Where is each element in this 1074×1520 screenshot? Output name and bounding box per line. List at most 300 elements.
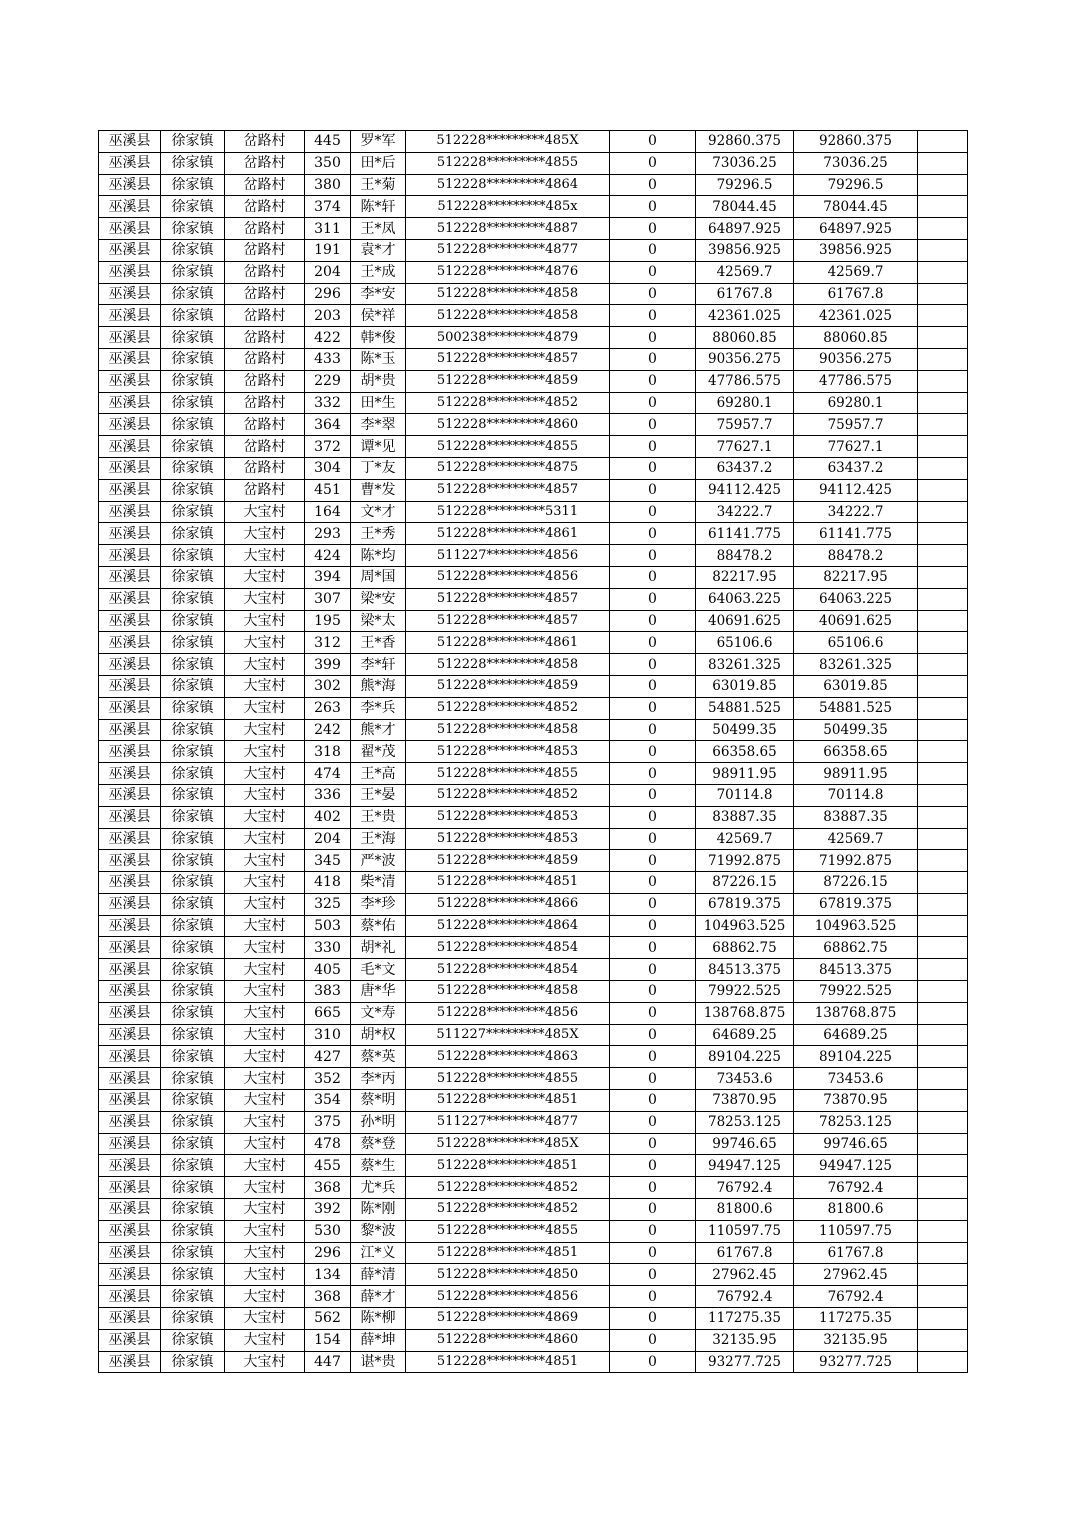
name-cell: 梁*安	[351, 588, 406, 610]
name-cell: 李*兵	[351, 697, 406, 719]
village-cell: 大宝村	[225, 1133, 305, 1155]
village-cell: 大宝村	[225, 937, 305, 959]
zero-cell: 0	[610, 1090, 696, 1112]
amount-cell: 61767.8	[696, 1242, 794, 1264]
county-cell: 巫溪县	[99, 1286, 161, 1308]
village-cell: 大宝村	[225, 1111, 305, 1133]
count-cell: 164	[305, 501, 351, 523]
amount-cell: 104963.525	[696, 915, 794, 937]
county-cell: 巫溪县	[99, 1068, 161, 1090]
total-cell: 71992.875	[794, 850, 918, 872]
extra-cell	[918, 1024, 968, 1046]
count-cell: 424	[305, 545, 351, 567]
table-row	[99, 305, 968, 327]
zero-cell: 0	[610, 501, 696, 523]
id-number-cell: 512228*********4855	[406, 436, 610, 458]
extra-cell	[918, 1002, 968, 1024]
amount-cell: 93277.725	[696, 1351, 794, 1373]
extra-cell	[918, 1220, 968, 1242]
village-cell: 大宝村	[225, 806, 305, 828]
town-cell: 徐家镇	[161, 784, 225, 806]
zero-cell: 0	[610, 588, 696, 610]
total-cell: 64897.925	[794, 218, 918, 240]
county-cell: 巫溪县	[99, 981, 161, 1003]
name-cell: 李*翠	[351, 414, 406, 436]
id-number-cell: 512228*********4853	[406, 806, 610, 828]
county-cell: 巫溪县	[99, 457, 161, 479]
table-row	[99, 239, 968, 261]
extra-cell	[918, 348, 968, 370]
town-cell: 徐家镇	[161, 675, 225, 697]
village-cell: 岔路村	[225, 348, 305, 370]
total-cell: 64063.225	[794, 588, 918, 610]
town-cell: 徐家镇	[161, 392, 225, 414]
extra-cell	[918, 1199, 968, 1221]
table-row	[99, 588, 968, 610]
village-cell: 岔路村	[225, 196, 305, 218]
total-cell: 47786.575	[794, 370, 918, 392]
amount-cell: 64897.925	[696, 218, 794, 240]
table-row	[99, 959, 968, 981]
id-number-cell: 512228*********4855	[406, 1068, 610, 1090]
village-cell: 岔路村	[225, 305, 305, 327]
town-cell: 徐家镇	[161, 959, 225, 981]
town-cell: 徐家镇	[161, 1264, 225, 1286]
count-cell: 204	[305, 828, 351, 850]
id-number-cell: 512228*********4854	[406, 937, 610, 959]
zero-cell: 0	[610, 1199, 696, 1221]
count-cell: 296	[305, 1242, 351, 1264]
village-cell: 大宝村	[225, 697, 305, 719]
zero-cell: 0	[610, 196, 696, 218]
zero-cell: 0	[610, 1068, 696, 1090]
table-row	[99, 348, 968, 370]
name-cell: 胡*贵	[351, 370, 406, 392]
name-cell: 王*高	[351, 763, 406, 785]
town-cell: 徐家镇	[161, 806, 225, 828]
amount-cell: 54881.525	[696, 697, 794, 719]
table-row	[99, 457, 968, 479]
zero-cell: 0	[610, 1264, 696, 1286]
extra-cell	[918, 1177, 968, 1199]
table-row	[99, 872, 968, 894]
count-cell: 307	[305, 588, 351, 610]
table-row	[99, 741, 968, 763]
amount-cell: 61767.8	[696, 283, 794, 305]
town-cell: 徐家镇	[161, 1090, 225, 1112]
amount-cell: 61141.775	[696, 523, 794, 545]
extra-cell	[918, 327, 968, 349]
name-cell: 熊*才	[351, 719, 406, 741]
county-cell: 巫溪县	[99, 545, 161, 567]
town-cell: 徐家镇	[161, 501, 225, 523]
id-number-cell: 512228*********5311	[406, 501, 610, 523]
name-cell: 黎*波	[351, 1220, 406, 1242]
county-cell: 巫溪县	[99, 1111, 161, 1133]
county-cell: 巫溪县	[99, 850, 161, 872]
id-number-cell: 512228*********4864	[406, 174, 610, 196]
name-cell: 梁*太	[351, 610, 406, 632]
name-cell: 毛*文	[351, 959, 406, 981]
total-cell: 42361.025	[794, 305, 918, 327]
total-cell: 90356.275	[794, 348, 918, 370]
name-cell: 韩*俊	[351, 327, 406, 349]
table-row	[99, 893, 968, 915]
town-cell: 徐家镇	[161, 152, 225, 174]
total-cell: 70114.8	[794, 784, 918, 806]
village-cell: 大宝村	[225, 545, 305, 567]
amount-cell: 94112.425	[696, 479, 794, 501]
name-cell: 蔡*登	[351, 1133, 406, 1155]
zero-cell: 0	[610, 893, 696, 915]
town-cell: 徐家镇	[161, 1024, 225, 1046]
zero-cell: 0	[610, 479, 696, 501]
total-cell: 110597.75	[794, 1220, 918, 1242]
table-row	[99, 1090, 968, 1112]
zero-cell: 0	[610, 261, 696, 283]
zero-cell: 0	[610, 1002, 696, 1024]
extra-cell	[918, 545, 968, 567]
count-cell: 447	[305, 1351, 351, 1373]
town-cell: 徐家镇	[161, 1002, 225, 1024]
village-cell: 大宝村	[225, 1308, 305, 1330]
amount-cell: 117275.35	[696, 1308, 794, 1330]
zero-cell: 0	[610, 1133, 696, 1155]
zero-cell: 0	[610, 392, 696, 414]
count-cell: 372	[305, 436, 351, 458]
extra-cell	[918, 196, 968, 218]
extra-cell	[918, 981, 968, 1003]
id-number-cell: 512228*********4859	[406, 850, 610, 872]
village-cell: 岔路村	[225, 414, 305, 436]
zero-cell: 0	[610, 283, 696, 305]
village-cell: 岔路村	[225, 283, 305, 305]
total-cell: 39856.925	[794, 239, 918, 261]
count-cell: 134	[305, 1264, 351, 1286]
zero-cell: 0	[610, 697, 696, 719]
town-cell: 徐家镇	[161, 414, 225, 436]
name-cell: 李*珍	[351, 893, 406, 915]
name-cell: 陈*均	[351, 545, 406, 567]
zero-cell: 0	[610, 566, 696, 588]
table-row	[99, 675, 968, 697]
table-row	[99, 937, 968, 959]
zero-cell: 0	[610, 784, 696, 806]
table-row	[99, 1329, 968, 1351]
amount-cell: 66358.65	[696, 741, 794, 763]
name-cell: 侯*祥	[351, 305, 406, 327]
village-cell: 岔路村	[225, 131, 305, 153]
count-cell: 503	[305, 915, 351, 937]
village-cell: 大宝村	[225, 828, 305, 850]
county-cell: 巫溪县	[99, 1242, 161, 1264]
zero-cell: 0	[610, 719, 696, 741]
count-cell: 383	[305, 981, 351, 1003]
id-number-cell: 512228*********4852	[406, 697, 610, 719]
count-cell: 332	[305, 392, 351, 414]
count-cell: 665	[305, 1002, 351, 1024]
total-cell: 75957.7	[794, 414, 918, 436]
extra-cell	[918, 218, 968, 240]
table-row	[99, 174, 968, 196]
table-row	[99, 392, 968, 414]
extra-cell	[918, 719, 968, 741]
county-cell: 巫溪县	[99, 632, 161, 654]
village-cell: 大宝村	[225, 1090, 305, 1112]
table-row	[99, 261, 968, 283]
village-cell: 大宝村	[225, 719, 305, 741]
amount-cell: 75957.7	[696, 414, 794, 436]
village-cell: 大宝村	[225, 588, 305, 610]
table-row	[99, 1351, 968, 1373]
amount-cell: 73036.25	[696, 152, 794, 174]
extra-cell	[918, 370, 968, 392]
id-number-cell: 512228*********4856	[406, 1002, 610, 1024]
name-cell: 李*轩	[351, 654, 406, 676]
name-cell: 胡*权	[351, 1024, 406, 1046]
town-cell: 徐家镇	[161, 370, 225, 392]
total-cell: 42569.7	[794, 261, 918, 283]
village-cell: 大宝村	[225, 1242, 305, 1264]
amount-cell: 70114.8	[696, 784, 794, 806]
extra-cell	[918, 1242, 968, 1264]
zero-cell: 0	[610, 305, 696, 327]
zero-cell: 0	[610, 370, 696, 392]
county-cell: 巫溪县	[99, 1090, 161, 1112]
village-cell: 大宝村	[225, 1177, 305, 1199]
id-number-cell: 511227*********4877	[406, 1111, 610, 1133]
zero-cell: 0	[610, 937, 696, 959]
zero-cell: 0	[610, 828, 696, 850]
extra-cell	[918, 1111, 968, 1133]
village-cell: 大宝村	[225, 632, 305, 654]
total-cell: 65106.6	[794, 632, 918, 654]
total-cell: 88060.85	[794, 327, 918, 349]
zero-cell: 0	[610, 872, 696, 894]
village-cell: 大宝村	[225, 675, 305, 697]
town-cell: 徐家镇	[161, 479, 225, 501]
id-number-cell: 512228*********4852	[406, 784, 610, 806]
count-cell: 478	[305, 1133, 351, 1155]
total-cell: 73870.95	[794, 1090, 918, 1112]
name-cell: 王*凤	[351, 218, 406, 240]
table-row	[99, 479, 968, 501]
count-cell: 195	[305, 610, 351, 632]
amount-cell: 88478.2	[696, 545, 794, 567]
table-row	[99, 152, 968, 174]
village-cell: 岔路村	[225, 370, 305, 392]
total-cell: 84513.375	[794, 959, 918, 981]
extra-cell	[918, 806, 968, 828]
zero-cell: 0	[610, 1111, 696, 1133]
zero-cell: 0	[610, 1220, 696, 1242]
name-cell: 王*成	[351, 261, 406, 283]
total-cell: 89104.225	[794, 1046, 918, 1068]
id-number-cell: 512228*********4856	[406, 566, 610, 588]
count-cell: 368	[305, 1177, 351, 1199]
zero-cell: 0	[610, 523, 696, 545]
name-cell: 王*晏	[351, 784, 406, 806]
count-cell: 562	[305, 1308, 351, 1330]
amount-cell: 64063.225	[696, 588, 794, 610]
count-cell: 304	[305, 457, 351, 479]
extra-cell	[918, 1308, 968, 1330]
table-row	[99, 1199, 968, 1221]
id-number-cell: 512228*********4859	[406, 370, 610, 392]
table-row	[99, 523, 968, 545]
count-cell: 368	[305, 1286, 351, 1308]
county-cell: 巫溪县	[99, 872, 161, 894]
count-cell: 293	[305, 523, 351, 545]
id-number-cell: 512228*********4852	[406, 392, 610, 414]
zero-cell: 0	[610, 131, 696, 153]
zero-cell: 0	[610, 1286, 696, 1308]
name-cell: 田*后	[351, 152, 406, 174]
total-cell: 32135.95	[794, 1329, 918, 1351]
id-number-cell: 512228*********4864	[406, 915, 610, 937]
total-cell: 92860.375	[794, 131, 918, 153]
town-cell: 徐家镇	[161, 763, 225, 785]
town-cell: 徐家镇	[161, 981, 225, 1003]
id-number-cell: 512228*********4855	[406, 152, 610, 174]
amount-cell: 83261.325	[696, 654, 794, 676]
table-row	[99, 1068, 968, 1090]
town-cell: 徐家镇	[161, 588, 225, 610]
county-cell: 巫溪县	[99, 392, 161, 414]
name-cell: 谭*见	[351, 436, 406, 458]
extra-cell	[918, 937, 968, 959]
extra-cell	[918, 915, 968, 937]
extra-cell	[918, 283, 968, 305]
county-cell: 巫溪县	[99, 436, 161, 458]
county-cell: 巫溪县	[99, 828, 161, 850]
county-cell: 巫溪县	[99, 327, 161, 349]
total-cell: 83261.325	[794, 654, 918, 676]
town-cell: 徐家镇	[161, 327, 225, 349]
count-cell: 427	[305, 1046, 351, 1068]
amount-cell: 39856.925	[696, 239, 794, 261]
town-cell: 徐家镇	[161, 1199, 225, 1221]
amount-cell: 138768.875	[696, 1002, 794, 1024]
amount-cell: 27962.45	[696, 1264, 794, 1286]
id-number-cell: 512228*********4851	[406, 1155, 610, 1177]
count-cell: 352	[305, 1068, 351, 1090]
town-cell: 徐家镇	[161, 196, 225, 218]
village-cell: 大宝村	[225, 850, 305, 872]
zero-cell: 0	[610, 1329, 696, 1351]
amount-cell: 42569.7	[696, 828, 794, 850]
extra-cell	[918, 632, 968, 654]
count-cell: 399	[305, 654, 351, 676]
count-cell: 302	[305, 675, 351, 697]
zero-cell: 0	[610, 675, 696, 697]
zero-cell: 0	[610, 632, 696, 654]
name-cell: 谌*贵	[351, 1351, 406, 1373]
zero-cell: 0	[610, 1308, 696, 1330]
town-cell: 徐家镇	[161, 937, 225, 959]
name-cell: 丁*友	[351, 457, 406, 479]
table-row	[99, 1177, 968, 1199]
id-number-cell: 512228*********4854	[406, 959, 610, 981]
amount-cell: 82217.95	[696, 566, 794, 588]
zero-cell: 0	[610, 457, 696, 479]
total-cell: 34222.7	[794, 501, 918, 523]
extra-cell	[918, 152, 968, 174]
town-cell: 徐家镇	[161, 850, 225, 872]
amount-cell: 110597.75	[696, 1220, 794, 1242]
county-cell: 巫溪县	[99, 370, 161, 392]
village-cell: 大宝村	[225, 1068, 305, 1090]
table-body	[99, 131, 968, 1373]
village-cell: 岔路村	[225, 218, 305, 240]
total-cell: 79922.525	[794, 981, 918, 1003]
name-cell: 陈*玉	[351, 348, 406, 370]
table-row	[99, 1002, 968, 1024]
county-cell: 巫溪县	[99, 523, 161, 545]
id-number-cell: 512228*********4858	[406, 981, 610, 1003]
amount-cell: 71992.875	[696, 850, 794, 872]
zero-cell: 0	[610, 654, 696, 676]
county-cell: 巫溪县	[99, 675, 161, 697]
amount-cell: 76792.4	[696, 1177, 794, 1199]
name-cell: 薛*坤	[351, 1329, 406, 1351]
id-number-cell: 512228*********4858	[406, 654, 610, 676]
name-cell: 曹*发	[351, 479, 406, 501]
count-cell: 451	[305, 479, 351, 501]
id-number-cell: 512228*********485X	[406, 1133, 610, 1155]
county-cell: 巫溪县	[99, 959, 161, 981]
county-cell: 巫溪县	[99, 763, 161, 785]
name-cell: 王*菊	[351, 174, 406, 196]
town-cell: 徐家镇	[161, 1242, 225, 1264]
name-cell: 罗*军	[351, 131, 406, 153]
name-cell: 袁*才	[351, 239, 406, 261]
name-cell: 唐*华	[351, 981, 406, 1003]
town-cell: 徐家镇	[161, 523, 225, 545]
name-cell: 江*义	[351, 1242, 406, 1264]
county-cell: 巫溪县	[99, 1133, 161, 1155]
count-cell: 154	[305, 1329, 351, 1351]
county-cell: 巫溪县	[99, 1199, 161, 1221]
total-cell: 73036.25	[794, 152, 918, 174]
county-cell: 巫溪县	[99, 479, 161, 501]
amount-cell: 92860.375	[696, 131, 794, 153]
amount-cell: 83887.35	[696, 806, 794, 828]
id-number-cell: 512228*********4861	[406, 632, 610, 654]
extra-cell	[918, 1133, 968, 1155]
village-cell: 大宝村	[225, 1351, 305, 1373]
count-cell: 405	[305, 959, 351, 981]
name-cell: 李*安	[351, 283, 406, 305]
extra-cell	[918, 654, 968, 676]
amount-cell: 73870.95	[696, 1090, 794, 1112]
zero-cell: 0	[610, 850, 696, 872]
zero-cell: 0	[610, 806, 696, 828]
zero-cell: 0	[610, 959, 696, 981]
name-cell: 尤*兵	[351, 1177, 406, 1199]
zero-cell: 0	[610, 174, 696, 196]
count-cell: 380	[305, 174, 351, 196]
table-row	[99, 654, 968, 676]
id-number-cell: 512228*********4860	[406, 1329, 610, 1351]
extra-cell	[918, 1351, 968, 1373]
village-cell: 岔路村	[225, 457, 305, 479]
village-cell: 大宝村	[225, 501, 305, 523]
village-cell: 大宝村	[225, 566, 305, 588]
total-cell: 93277.725	[794, 1351, 918, 1373]
total-cell: 50499.35	[794, 719, 918, 741]
town-cell: 徐家镇	[161, 566, 225, 588]
